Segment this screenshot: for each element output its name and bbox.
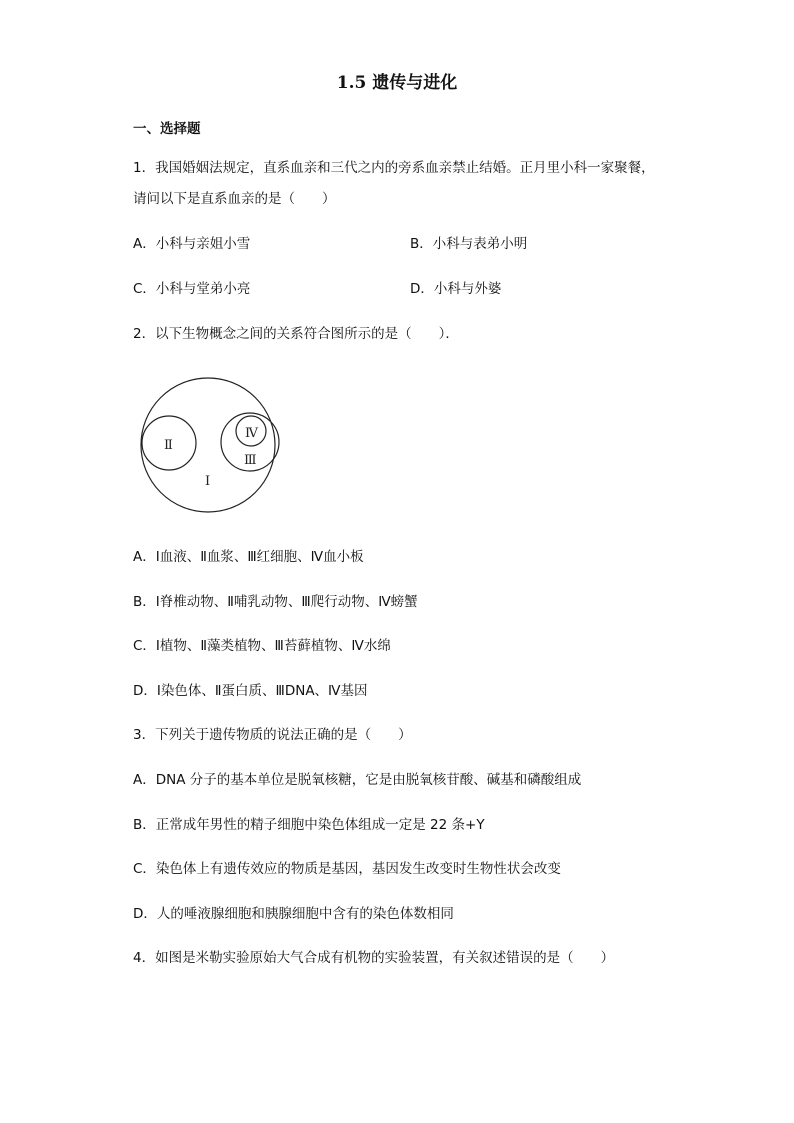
page-title: 1.5 遗传与进化: [336, 73, 458, 93]
q3-stem: 3．下列关于遗传物质的说法正确的是（ ）: [133, 727, 412, 743]
q2-option-b: B．Ⅰ脊椎动物、Ⅱ哺乳动物、Ⅲ爬行动物、Ⅳ螃蟹: [133, 594, 418, 610]
venn-label-4: Ⅳ: [245, 426, 258, 441]
q1-option-b: B．小科与表弟小明: [410, 236, 528, 252]
q3-option-c: C．染色体上有遗传效应的物质是基因，基因发生改变时生物性状会改变: [133, 861, 561, 877]
q3-option-a: A．DNA 分子的基本单位是脱氧核糖，它是由脱氧核苷酸、碱基和磷酸组成: [133, 772, 582, 788]
q2-option-a: A．Ⅰ血液、Ⅱ血浆、Ⅲ红细胞、Ⅳ血小板: [133, 549, 364, 565]
q1-stem-line1: 1．我国婚姻法规定，直系血亲和三代之内的旁系血亲禁止结婚。正月里小科一家聚餐，: [133, 160, 655, 176]
q2-stem: 2．以下生物概念之间的关系符合图所示的是（ ）．: [133, 326, 459, 342]
venn-label-1: Ⅰ: [205, 474, 211, 489]
q2-option-c: C．Ⅰ植物、Ⅱ藻类植物、Ⅲ苔藓植物、Ⅳ水绵: [133, 638, 391, 654]
q1-option-a: A．小科与亲姐小雪: [133, 236, 251, 252]
q3-option-d: D．人的唾液腺细胞和胰腺细胞中含有的染色体数相同: [133, 906, 454, 922]
q3-option-b: B．正常成年男性的精子细胞中染色体组成一定是 22 条+Y: [133, 817, 485, 833]
q1-option-c: C．小科与堂弟小亮: [133, 281, 251, 297]
q4-stem: 4．如图是米勒实验原始大气合成有机物的实验装置，有关叙述错误的是（ ）: [133, 950, 615, 966]
venn-label-3: Ⅲ: [244, 453, 257, 468]
venn-label-2: Ⅱ: [164, 438, 173, 453]
q1-stem-line2: 请问以下是直系血亲的是（ ）: [133, 191, 336, 207]
section-heading: 一、选择题: [133, 121, 201, 137]
venn-diagram: [134, 374, 284, 516]
q2-option-d: D．Ⅰ染色体、Ⅱ蛋白质、ⅢDNA、Ⅳ基因: [133, 683, 368, 699]
q1-option-d: D．小科与外婆: [410, 281, 502, 297]
